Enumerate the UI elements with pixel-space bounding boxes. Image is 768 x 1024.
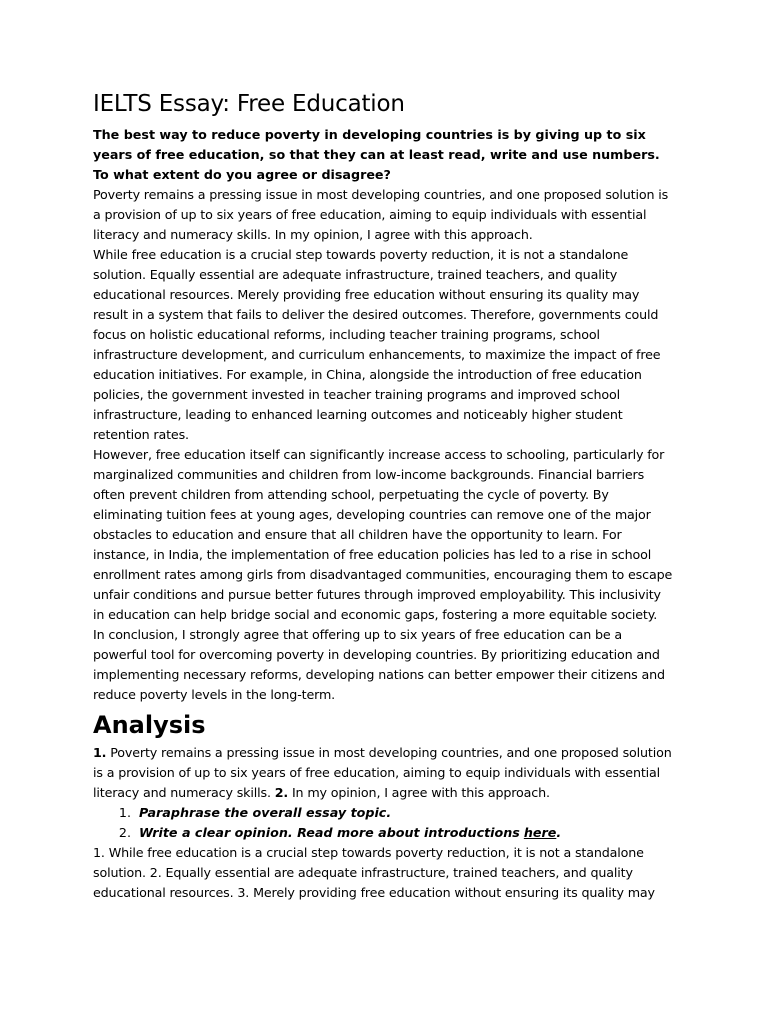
document-page xyxy=(93,86,673,903)
introductions-link[interactable]: here xyxy=(523,825,557,840)
analysis-notes-list xyxy=(93,803,673,843)
essay-body-paragraph-2: However, free education itself can significantly increase access to schooling, particularly for marginalized communities and children from low-income backgrounds. Financial barriers often prevent children from attending school, perpetuating the cycle of poverty. By eliminating tuition fees at young ages, developing countries can remove one of the major obstacles to education and ensure that all children have the opportunity to learn. For instance, in India, the implementation of free education policies has led to a rise in school enrollment rates among girls from disadvantaged communities, encouraging them to escape unfair conditions and pursue better futures through improved employability. This inclusivity in education can help bridge social and economic gaps, fostering a more equitable society. xyxy=(93,447,673,622)
analysis-sentence: In my opinion, I agree with this approach. xyxy=(288,785,550,800)
essay-prompt-question: To what extent do you agree or disagree? xyxy=(93,167,391,182)
list-item-text: Paraphrase the overall essay topic. xyxy=(139,805,392,820)
sentence-number: 1. xyxy=(93,745,107,760)
sentence-number: 2. xyxy=(274,785,289,800)
essay-introduction: Poverty remains a pressing issue in most developing countries, and one proposed solution is a provision of up to six years of free education, aiming to equip individuals with essential literacy and numeracy skills. In my opinion, I agree with this approach. xyxy=(93,187,669,242)
list-item-number: 2. xyxy=(118,825,131,840)
essay-prompt-statement: The best way to reduce poverty in developing countries is by giving up to six years of free education, so that they can at least read, write and use numbers. xyxy=(93,127,660,162)
analysis-body-paragraph: 1. While free education is a crucial step towards poverty reduction, it is not a standalone solution. 2. Equally essential are adequate infrastructure, trained teachers, and quality educational resources. 3. Merely providing free education without ensuring its quality may xyxy=(93,845,655,900)
list-item xyxy=(93,803,673,823)
list-item-number: 1. xyxy=(118,805,131,820)
essay-body-paragraph-1: While free education is a crucial step towards poverty reduction, it is not a standalone solution. Equally essential are adequate infrastructure, trained teachers, and quality educational resources. Merely providing free education without ensuring its quality may result in a system that fails to deliver the desired outcomes. Therefore, governments could focus on holistic educational reforms, including teacher training programs, school infrastructure development, and curriculum enhancements, to maximize the impact of free education initiatives. For example, in China, alongside the introduction of free education policies, the government invested in teacher training programs and improved school infrastructure, leading to enhanced learning outcomes and noticeably higher student retention rates. xyxy=(93,247,661,442)
list-item-text xyxy=(139,823,561,843)
page-title: IELTS Essay: Free Education xyxy=(93,91,405,117)
essay-conclusion: In conclusion, I strongly agree that offering up to six years of free education can be a powerful tool for overcoming poverty in developing countries. By prioritizing education and implementing necessary reforms, developing nations can better empower their citizens and reduce poverty levels in the long-term. xyxy=(93,627,665,702)
list-item xyxy=(93,823,673,843)
list-item-text-main: Write a clear opinion. Read more about introductions xyxy=(139,825,520,840)
analysis-heading: Analysis xyxy=(93,711,206,739)
analysis-sentence: Poverty remains a pressing issue in most developing countries, and one proposed solution is a provision of up to six years of free education, aiming to equip individuals with essential literacy and numeracy skills. xyxy=(93,745,672,800)
list-item-suffix: . xyxy=(556,825,562,840)
analysis-introduction xyxy=(93,743,673,803)
